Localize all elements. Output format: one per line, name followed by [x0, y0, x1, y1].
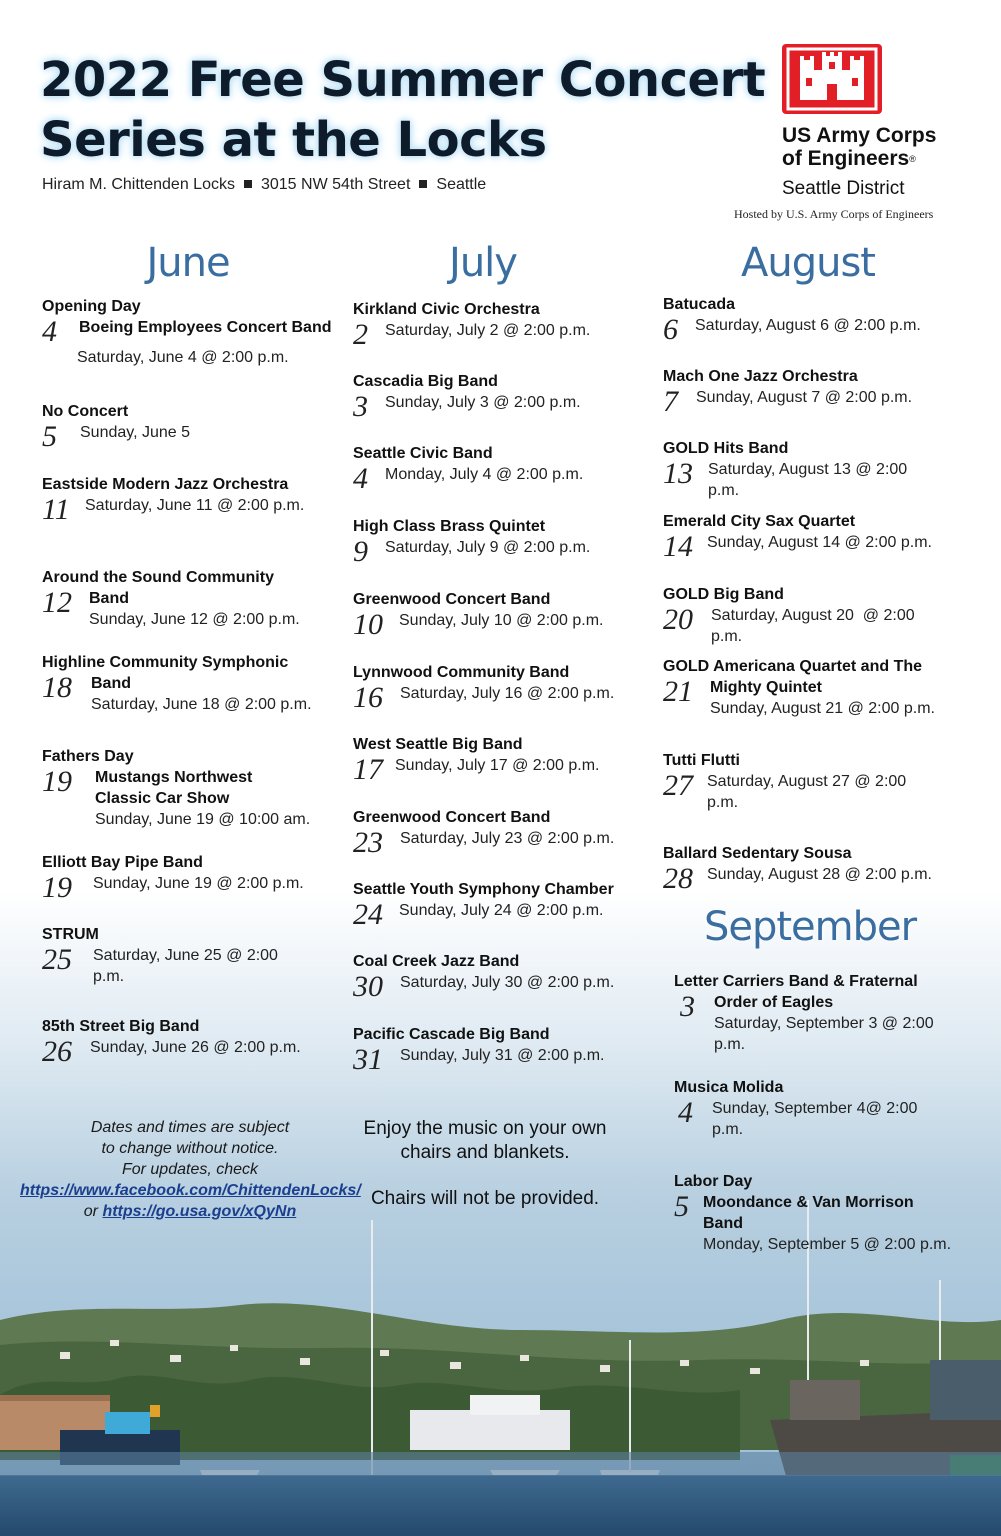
event-label: 85th Street Big Band — [42, 1018, 200, 1035]
event-date: Saturday, June 11 @ 2:00 p.m. — [85, 497, 305, 514]
notice-line-1: Dates and times are subject — [90, 1119, 290, 1136]
event-june-19-car-show — [42, 746, 342, 830]
event-label: Ballard Sedentary Sousa — [663, 845, 852, 862]
event-label: Seattle Youth Symphony Chamber — [353, 881, 614, 898]
event-day: 6 — [663, 313, 678, 346]
page-title — [40, 50, 765, 170]
event-label: High Class Brass Quintet — [353, 518, 546, 535]
event-date: Monday, September 5 @ 2:00 p.m. — [703, 1236, 952, 1253]
event-name: Mighty Quintet — [710, 679, 822, 696]
event-date: Sunday, August 28 @ 2:00 p.m. — [707, 866, 932, 883]
event-date: Sunday, June 19 @ 2:00 p.m. — [93, 875, 304, 892]
event-date: Sunday, June 19 @ 10:00 am. — [95, 811, 311, 828]
event-august-27 — [663, 750, 963, 813]
event-september-5 — [674, 1171, 974, 1255]
event-date: Saturday, June 4 @ 2:00 p.m. — [77, 349, 289, 366]
event-june-26 — [42, 1016, 342, 1067]
schedule-notice — [20, 1117, 360, 1222]
event-date: Saturday, June 18 @ 2:00 p.m. — [91, 696, 312, 713]
event-name: Boeing Employees Concert Band — [79, 319, 332, 336]
bring-line-2: Chairs will not be provided. — [370, 1188, 600, 1209]
event-date: Saturday, July 23 @ 2:00 p.m. — [400, 830, 615, 847]
event-june-25 — [42, 924, 342, 987]
event-day: 4 — [353, 462, 368, 495]
event-july-31 — [353, 1024, 653, 1075]
title-line-2: Series at the Locks — [40, 112, 547, 168]
month-heading-july: July — [449, 240, 517, 286]
event-june-19-pipe-band — [42, 852, 342, 903]
event-july-17 — [353, 734, 653, 785]
castle-icon — [782, 44, 882, 114]
event-label: STRUM — [42, 926, 99, 943]
event-day: 24 — [353, 898, 383, 931]
event-date: Sunday, July 24 @ 2:00 p.m. — [399, 902, 604, 919]
event-day: 11 — [42, 493, 70, 526]
event-date: Sunday, August 21 @ 2:00 p.m. — [710, 700, 935, 717]
event-date: Saturday, July 30 @ 2:00 p.m. — [400, 974, 615, 991]
event-label: Fathers Day — [42, 748, 134, 765]
event-date: Saturday, August 13 @ 2:00 p.m. — [708, 461, 908, 499]
event-july-24 — [353, 879, 653, 930]
month-heading-june: June — [146, 240, 230, 286]
address-venue: Hiram M. Chittenden Locks — [42, 176, 235, 193]
event-day: 19 — [42, 765, 72, 798]
event-july-2 — [353, 299, 653, 350]
event-day: 7 — [663, 385, 678, 418]
address-city: Seattle — [436, 176, 487, 193]
usa-gov-link[interactable]: https://go.usa.gov/xQyNn — [102, 1203, 297, 1220]
event-day: 28 — [663, 862, 693, 895]
event-label: Lynnwood Community Band — [353, 664, 570, 681]
event-label: Coal Creek Jazz Band — [353, 953, 520, 970]
title-line-1: 2022 Free Summer Concert — [40, 52, 766, 108]
event-name: Mustangs Northwest Classic Car Show — [95, 769, 253, 807]
hosted-by-text: Hosted by U.S. Army Corps of Engineers — [734, 207, 934, 221]
event-july-10 — [353, 589, 653, 640]
event-september-3 — [674, 971, 974, 1055]
event-date: Sunday, August 14 @ 2:00 p.m. — [707, 534, 932, 551]
event-day: 17 — [353, 753, 383, 786]
event-august-6 — [663, 294, 963, 345]
event-label: West Seattle Big Band — [353, 736, 523, 753]
event-june-4 — [42, 296, 342, 368]
event-august-21 — [663, 656, 963, 719]
event-date: Sunday, September 4@ 2:00 p.m. — [712, 1100, 918, 1138]
month-heading-august: August — [741, 240, 875, 286]
event-label: Eastside Modern Jazz Orchestra — [42, 476, 289, 493]
event-day: 25 — [42, 943, 72, 976]
event-label: Musica Molida — [674, 1079, 784, 1096]
event-label: No Concert — [42, 403, 129, 420]
event-date: Saturday, September 3 @ 2:00 p.m. — [714, 1015, 934, 1053]
event-date: Sunday, July 10 @ 2:00 p.m. — [399, 612, 604, 629]
event-august-14 — [663, 511, 963, 562]
org-line-2: of Engineers — [782, 147, 910, 170]
event-date: Sunday, June 12 @ 2:00 p.m. — [89, 611, 300, 628]
event-date: Sunday, July 3 @ 2:00 p.m. — [385, 394, 581, 411]
event-day: 5 — [42, 420, 57, 453]
separator-square-icon — [419, 180, 427, 188]
event-date: Saturday, August 6 @ 2:00 p.m. — [695, 317, 921, 334]
event-august-20 — [663, 584, 963, 647]
event-july-3 — [353, 371, 653, 422]
event-name: Band — [91, 675, 131, 692]
event-label: GOLD Americana Quartet and The — [663, 658, 923, 675]
notice-or: or — [83, 1203, 98, 1220]
event-day: 13 — [663, 457, 693, 490]
event-day: 9 — [353, 535, 368, 568]
event-august-7 — [663, 366, 963, 417]
event-day: 5 — [674, 1190, 689, 1223]
event-date: Saturday, June 25 @ 2:00 p.m. — [93, 947, 278, 985]
event-day: 31 — [353, 1043, 383, 1076]
event-july-9 — [353, 516, 653, 567]
separator-square-icon — [244, 180, 252, 188]
event-date: Sunday, June 5 — [80, 424, 191, 441]
month-heading-september: September — [703, 904, 917, 950]
event-day: 20 — [663, 603, 693, 636]
event-label: Letter Carriers Band & Fraternal — [674, 973, 918, 990]
event-date: Saturday, July 9 @ 2:00 p.m. — [385, 539, 591, 556]
event-label: Tutti Flutti — [663, 752, 740, 769]
event-day: 19 — [42, 871, 72, 904]
event-label: Kirkland Civic Orchestra — [353, 301, 540, 318]
event-label: Seattle Civic Band — [353, 445, 493, 462]
event-day: 3 — [680, 990, 695, 1023]
event-label: Greenwood Concert Band — [353, 809, 551, 826]
event-label: Pacific Cascade Big Band — [353, 1026, 550, 1043]
event-date: Sunday, July 31 @ 2:00 p.m. — [400, 1047, 605, 1064]
event-day: 23 — [353, 826, 383, 859]
event-date: Sunday, July 17 @ 2:00 p.m. — [395, 757, 600, 774]
event-date: Saturday, July 16 @ 2:00 p.m. — [400, 685, 615, 702]
event-day: 3 — [353, 390, 368, 423]
event-date: Sunday, August 7 @ 2:00 p.m. — [696, 389, 913, 406]
event-day: 12 — [42, 586, 72, 619]
notice-line-2: to change without notice. — [101, 1140, 279, 1157]
event-day: 10 — [353, 608, 383, 641]
event-name: Order of Eagles — [714, 994, 834, 1011]
event-date: Saturday, July 2 @ 2:00 p.m. — [385, 322, 591, 339]
event-label: GOLD Hits Band — [663, 440, 789, 457]
event-june-18 — [42, 652, 342, 715]
event-date: Saturday, August 20 @ 2:00 p.m. — [711, 607, 920, 645]
event-july-23 — [353, 807, 653, 858]
event-august-13 — [663, 438, 963, 501]
event-label: GOLD Big Band — [663, 586, 784, 603]
event-label: Cascadia Big Band — [353, 373, 498, 390]
event-day: 26 — [42, 1035, 72, 1068]
address-line — [42, 176, 486, 194]
event-day: 27 — [663, 769, 693, 802]
notice-line-3: For updates, check — [121, 1161, 259, 1178]
event-date: Sunday, June 26 @ 2:00 p.m. — [90, 1039, 301, 1056]
event-august-28 — [663, 843, 963, 894]
event-june-5 — [42, 401, 342, 452]
event-name: Moondance & Van Morrison Band — [703, 1194, 914, 1232]
event-july-16 — [353, 662, 653, 713]
facebook-link[interactable]: https://www.facebook.com/ChittendenLocks/ — [20, 1182, 361, 1199]
event-day: 30 — [353, 970, 383, 1003]
event-label: Around the Sound Community — [42, 569, 274, 586]
event-july-30 — [353, 951, 653, 1002]
registered-mark: ® — [909, 153, 916, 164]
org-line-1: US Army Corps — [782, 124, 937, 147]
event-july-4 — [353, 443, 653, 494]
event-label: Elliott Bay Pipe Band — [42, 854, 203, 871]
event-date: Monday, July 4 @ 2:00 p.m. — [385, 466, 584, 483]
event-label: Emerald City Sax Quartet — [663, 513, 856, 530]
event-day: 18 — [42, 671, 72, 704]
event-label: Batucada — [663, 296, 736, 313]
event-june-11 — [42, 474, 342, 525]
event-september-4 — [674, 1077, 974, 1140]
event-day: 21 — [663, 675, 693, 708]
event-label: Mach One Jazz Orchestra — [663, 368, 858, 385]
event-day: 2 — [353, 318, 368, 351]
address-street: 3015 NW 54th Street — [260, 176, 411, 193]
event-day: 4 — [678, 1096, 693, 1129]
event-label: Highline Community Symphonic — [42, 654, 289, 671]
event-label: Labor Day — [674, 1173, 753, 1190]
district-name: Seattle District — [782, 178, 905, 199]
event-date: Saturday, August 27 @ 2:00 p.m. — [707, 773, 907, 811]
bring-line-1: Enjoy the music on your own chairs and blankets. — [363, 1118, 607, 1163]
event-june-12 — [42, 567, 342, 630]
org-name — [782, 124, 936, 171]
bring-chairs-note — [355, 1117, 615, 1211]
event-day: 14 — [663, 530, 693, 563]
event-label: Opening Day — [42, 298, 141, 315]
event-name: Band — [89, 590, 129, 607]
event-day: 4 — [42, 315, 57, 348]
event-label: Greenwood Concert Band — [353, 591, 551, 608]
event-day: 16 — [353, 681, 383, 714]
